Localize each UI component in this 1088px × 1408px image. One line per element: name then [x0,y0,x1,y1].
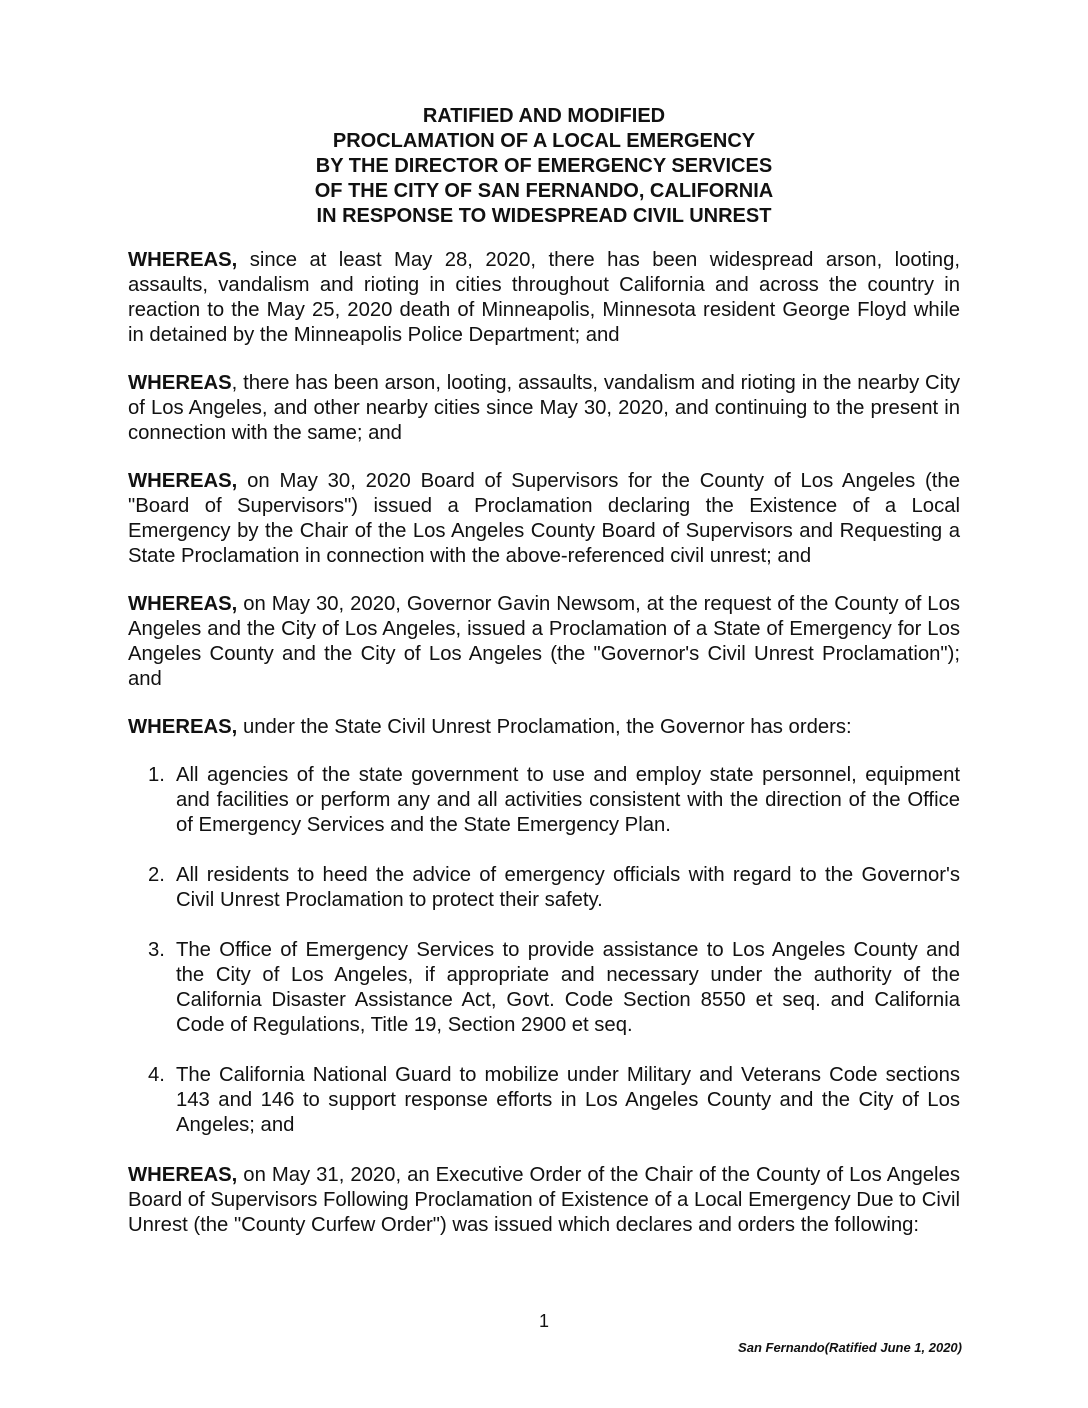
page-number: 1 [538,1311,549,1331]
document-body [128,248,960,1261]
whereas-paragraph-4 [128,592,960,692]
paragraph-text: , there has been arson, looting, assaults, vandalism and rioting in the nearby City of Los Angeles, and other nearby cities since May 30, 2020, and continuing to the present in connection with the same; and [128,372,960,444]
whereas-lead: WHEREAS, [128,249,238,271]
title-line: OF THE CITY OF SAN FERNANDO, CALIFORNIA [314,180,774,202]
title-line: RATIFIED AND MODIFIED [422,105,666,127]
document-title [128,104,960,229]
list-item-text: The California National Guard to mobilize under Military and Veterans Code sections 143 and 146 to support response efforts in Los Angeles County and the City of Los Angeles; and [176,1064,960,1136]
list-number: 3. [148,939,165,961]
whereas-lead: WHEREAS, [128,1164,238,1186]
whereas-paragraph-2 [128,371,960,446]
list-number: 2. [148,864,165,886]
paragraph-text: on May 31, 2020, an Executive Order of the Chair of the County of Los Angeles Board of Supervisors Following Proclamation of Existence of a Local Emergency Due to Civil Unrest (the "County Curfew Order") was issued which declares and orders the following: [128,1164,960,1236]
list-item [128,863,960,913]
list-item-text: All agencies of the state government to use and employ state personnel, equipment and facilities or perform any and all activities consistent with the direction of the Office of Emergency Services and the State Emergency Plan. [176,764,960,836]
whereas-lead: WHEREAS, [128,470,238,492]
whereas-paragraph-5 [128,715,960,740]
footer-note: San Fernando(Ratified June 1, 2020) [738,1340,962,1355]
whereas-paragraph-1 [128,248,960,348]
list-item [128,938,960,1038]
list-item [128,1063,960,1138]
title-line: PROCLAMATION OF A LOCAL EMERGENCY [332,130,756,152]
whereas-lead: WHEREAS, [128,716,238,738]
whereas-paragraph-6 [128,1163,960,1238]
paragraph-text: on May 30, 2020, Governor Gavin Newsom, at the request of the County of Los Angeles and the City of Los Angeles, issued a Proclamation of a State of Emergency for Los Angeles County and the City of Los Angeles (the "Governor's Civil Unrest Proclamation"); and [128,593,960,690]
title-line: IN RESPONSE TO WIDESPREAD CIVIL UNREST [316,205,772,227]
list-item [128,763,960,838]
title-line: BY THE DIRECTOR OF EMERGENCY SERVICES [315,155,773,177]
whereas-lead: WHEREAS, [128,593,238,615]
list-item-text: The Office of Emergency Services to provide assistance to Los Angeles County and the City of Los Angeles, if appropriate and necessary under the authority of the California Disaster Assistance Act, Govt. Code Section 8550 et seq. and California Code of Regulations, Title 19, Section 2900 et seq. [176,939,960,1036]
list-item-text: All residents to heed the advice of emergency officials with regard to the Governor's Civil Unrest Proclamation to protect their safety. [176,864,960,911]
whereas-lead: WHEREAS [128,372,232,394]
paragraph-text: on May 30, 2020 Board of Supervisors for the County of Los Angeles (the "Board of Supervisors") issued a Proclamation declaring the Existence of a Local Emergency by the Chair of the Los Angeles County Board of Supervisors and Requesting a State Proclamation in connection with the above-referenced civil unrest; and [128,470,960,567]
governor-orders-list [128,763,960,1138]
paragraph-text: since at least May 28, 2020, there has been widespread arson, looting, assaults, vandalism and rioting in cities throughout California and across the country in reaction to the May 25, 2020 death of Minneapolis, Minnesota resident George Floyd while in detained by the Minneapolis Police Department; and [128,249,960,346]
paragraph-text: under the State Civil Unrest Proclamation, the Governor has orders: [237,716,852,738]
list-number: 4. [148,1064,165,1086]
list-number: 1. [148,764,165,786]
whereas-paragraph-3 [128,469,960,569]
